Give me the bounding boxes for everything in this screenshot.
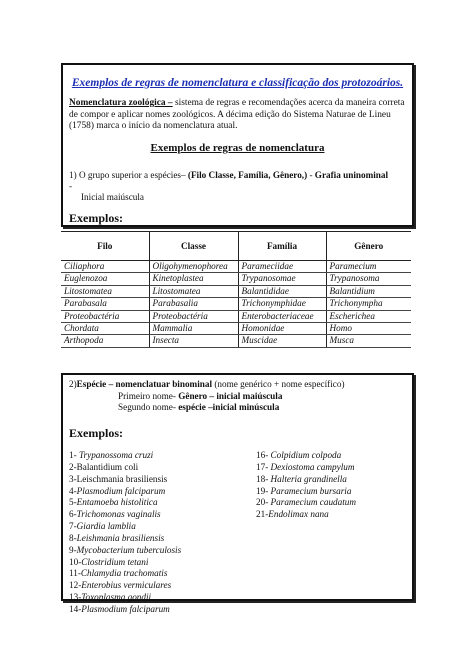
species-name: Clostridium tetani <box>81 556 149 567</box>
item-num: 9- <box>69 544 77 555</box>
species-name: Trypanossoma cruzi <box>78 450 154 460</box>
species-name: Paramecium bursaria <box>270 485 352 496</box>
cell: Paramecium <box>326 261 411 273</box>
rule1-bold: (Filo Classe, Família, Gênero,) <box>187 170 308 180</box>
cell: Arthopoda <box>61 335 149 347</box>
rule1-detail: Inicial maiúscula <box>81 192 145 202</box>
table-row <box>61 310 411 322</box>
rule-1 <box>69 170 408 203</box>
cell: Musca <box>326 335 411 347</box>
species-name: Plasmodium falciparum <box>76 485 166 496</box>
list-item <box>69 450 181 462</box>
cell: Trypanosomae <box>238 273 326 285</box>
species-name: Mycobacterium tuberculosis <box>76 544 182 555</box>
rules-subtitle: Exemplos de regras de nomenclatura <box>150 142 325 154</box>
species-name: Leishmania brasiliensis <box>76 532 165 543</box>
cell: Kinetoplastea <box>149 273 238 285</box>
species-name: Leischmania brasiliensis <box>76 473 168 484</box>
second-name-label: Segundo nome- <box>118 402 179 412</box>
table-header-row <box>61 232 411 261</box>
cell: Enterobacteriaceae <box>238 310 326 322</box>
species-name: Balantidium coli <box>76 461 139 472</box>
species-name: Trichomonas vaginalis <box>76 509 161 520</box>
intro-text: sistema de regras e recomendações acerca da maneira correta de compor e aplicar nomes zoológicos. A décima edição do Sistema Naturae de Lineu (1758) marca o início da nomenclatura atual. <box>69 98 405 131</box>
cell: Balantididae <box>238 285 326 297</box>
intro-term: Nomenclatura zoológica – <box>69 98 173 108</box>
cell: Balantidium <box>326 285 411 297</box>
item-num: 11- <box>69 568 81 579</box>
item-num: 5- <box>69 497 77 508</box>
examples-label-2: Exemplos: <box>69 426 123 440</box>
rule1-lead: 1) O grupo superior a espécies– <box>69 170 188 180</box>
list-item <box>69 557 181 569</box>
rule2-word: Espécie <box>76 379 107 389</box>
first-name-value: Gênero – inicial maiúscula <box>178 391 283 401</box>
cell: Insecta <box>149 335 238 347</box>
list-item <box>69 568 181 580</box>
item-num: 21- <box>256 509 269 520</box>
species-name: Endolimax nana <box>268 509 329 520</box>
item-num: 12- <box>69 580 82 591</box>
item-num: 4- <box>69 485 77 496</box>
intro-box <box>61 63 414 227</box>
species-name: Chlamydia trachomatis <box>80 568 168 579</box>
species-name: Entamoeba histolitica <box>76 497 158 508</box>
item-num: 14- <box>69 603 82 614</box>
header-classe: Classe <box>149 232 238 261</box>
species-name: Paramecium caudatum <box>270 497 357 508</box>
item-num: 17- <box>256 461 271 472</box>
item-num: 7- <box>69 521 77 532</box>
second-name-rule <box>118 402 279 413</box>
list-item <box>256 497 356 509</box>
rule2-num: 2) <box>69 379 77 389</box>
list-item <box>69 580 181 592</box>
list-item <box>256 509 356 521</box>
cell: Trichonymphidae <box>238 298 326 310</box>
rule1-bullet: - <box>69 181 73 191</box>
cell: Litostomatea <box>61 285 149 297</box>
cell: Parameciidae <box>238 261 326 273</box>
cell: Litostomatea <box>149 285 238 297</box>
cell: Parabasalia <box>149 298 238 310</box>
list-item <box>69 497 181 509</box>
item-num: 16- <box>256 450 271 460</box>
table-row <box>61 298 411 310</box>
cell: Proteobactéria <box>149 310 238 322</box>
first-name-rule <box>118 391 282 402</box>
rule2-term: – nomenclatuar binominal <box>106 379 213 389</box>
list-item <box>69 486 181 498</box>
second-name-value: espécie –inicial minúscula <box>178 402 280 412</box>
rule-2 <box>69 379 345 390</box>
taxonomy-table <box>61 231 411 348</box>
first-name-label: Primeiro nome- <box>118 391 179 401</box>
species-name: Giardia lamblia <box>76 521 136 532</box>
item-num: 20- <box>256 497 271 508</box>
right-examples-list <box>256 450 356 521</box>
list-item <box>256 474 356 486</box>
item-num: 19- <box>256 485 271 496</box>
item-num: 8- <box>69 532 77 543</box>
cell: Muscidae <box>238 335 326 347</box>
examples-label-1: Exemplos: <box>69 211 123 225</box>
list-item <box>69 545 181 557</box>
list-item <box>256 450 356 462</box>
cell: Chordata <box>61 323 149 335</box>
cell: Proteobactéria <box>61 310 149 322</box>
item-num: 18- <box>256 473 271 484</box>
list-item <box>69 509 181 521</box>
list-item <box>69 533 181 545</box>
species-name: Colpidium colpoda <box>270 450 342 460</box>
species-name: Enterobius vermiculares <box>81 580 172 591</box>
rule1-dash: - <box>307 170 315 180</box>
left-examples-list <box>69 450 181 616</box>
item-num: 2- <box>69 461 77 472</box>
species-box <box>61 373 414 614</box>
cell: Trichonympha <box>326 298 411 310</box>
table-row <box>61 261 411 273</box>
rule1-term: Grafia uninominal <box>314 170 389 180</box>
cell: Euglenozoa <box>61 273 149 285</box>
intro-paragraph <box>69 98 406 133</box>
item-num: 13- <box>69 592 82 603</box>
cell: Homo <box>326 323 411 335</box>
cell: Escherichea <box>326 310 411 322</box>
species-name: Toxoplasma gondii <box>81 592 152 603</box>
list-item <box>69 592 181 604</box>
item-num: 1- <box>69 450 79 460</box>
list-item <box>256 486 356 498</box>
cell: Ciliaphora <box>61 261 149 273</box>
species-name: Halteria grandinella <box>270 473 347 484</box>
table-row <box>61 335 411 347</box>
item-num: 10- <box>69 556 82 567</box>
cell: Parabasala <box>61 298 149 310</box>
table-row <box>61 273 411 285</box>
table-row <box>61 323 411 335</box>
list-item <box>69 462 181 474</box>
cell: Trypanosoma <box>326 273 411 285</box>
table-row <box>61 285 411 297</box>
header-genero: Gênero <box>326 232 411 261</box>
item-num: 3- <box>69 473 77 484</box>
species-name: Plasmodium falciparum <box>81 603 170 614</box>
list-item <box>69 604 181 616</box>
list-item <box>69 474 181 486</box>
cell: Homonidae <box>238 323 326 335</box>
cell: Mammalia <box>149 323 238 335</box>
cell: Oligohymenophorea <box>149 261 238 273</box>
list-item <box>69 521 181 533</box>
species-name: Dexiostoma campylum <box>270 461 355 472</box>
item-num: 6- <box>69 509 77 520</box>
document-title: Exemplos de regras de nomenclatura e classificação dos protozoários. <box>71 77 404 89</box>
header-familia: Família <box>238 232 326 261</box>
header-filo: Filo <box>61 232 149 261</box>
rule2-paren: (nome genérico + nome específico) <box>212 379 345 389</box>
list-item <box>256 462 356 474</box>
